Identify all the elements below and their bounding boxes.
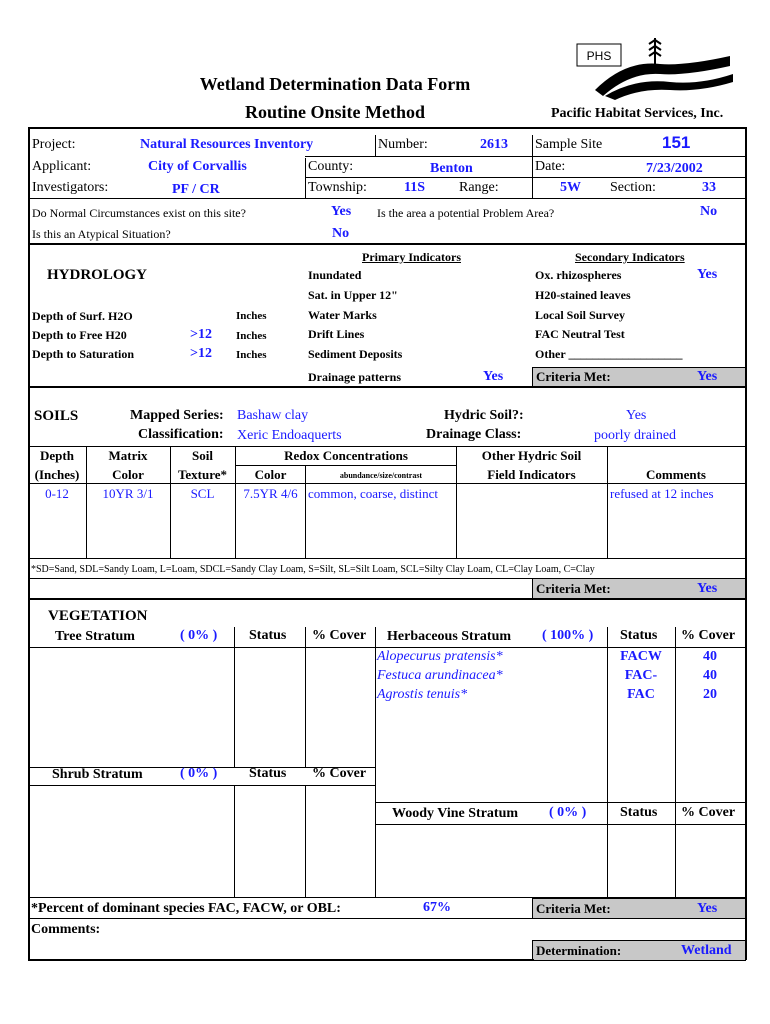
herb-status-label: Status: [620, 628, 658, 643]
secondary-ox-value: Yes: [697, 267, 718, 282]
range-value: 5W: [560, 180, 581, 195]
surf-h2o-unit: Inches: [236, 310, 267, 322]
col-redox: Redox Concentrations: [284, 448, 408, 463]
applicant-value: City of Corvallis: [148, 159, 247, 174]
primary-drift-lines: Drift Lines: [308, 327, 365, 341]
col-matrix-2: Color: [112, 467, 144, 482]
herb-cover-2: 40: [703, 668, 717, 683]
soil-texture-footnote: *SD=Sand, SDL=Sandy Loam, L=Loam, SDCL=Sandy Clay Loam, S=Silt, SL=Silt Loam, SCL=Silty Clay Loam, CL=Clay Loam, C=Clay: [31, 564, 595, 575]
date-value: 7/23/2002: [646, 161, 703, 176]
vegetation-criteria-value: Yes: [697, 901, 718, 916]
project-value: Natural Resources Inventory: [140, 137, 314, 152]
herb-status-1: FACW: [620, 649, 662, 664]
section-value: 33: [702, 180, 716, 195]
col-redox-abundance: abundance/size/contrast: [339, 471, 423, 480]
sample-site-value: 151: [662, 133, 691, 152]
soils-criteria-label: Criteria Met:: [536, 581, 611, 596]
soil-depth-value: 0-12: [45, 486, 69, 501]
secondary-stained: H20-stained leaves: [535, 288, 631, 302]
drainage-patterns-label: Drainage patterns: [308, 370, 401, 384]
woody-status-label: Status: [620, 805, 658, 820]
range-label: Range:: [459, 180, 499, 195]
shrub-stratum-label: Shrub Stratum: [52, 767, 143, 782]
hydrology-criteria-label: Criteria Met:: [536, 369, 611, 384]
woody-stratum-label: Woody Vine Stratum: [392, 806, 519, 821]
logo-text: PHS: [586, 49, 612, 63]
saturation-value: >12: [190, 346, 212, 361]
herb-species-3: Agrostis tenuis*: [377, 687, 468, 702]
investigators-value: PF / CR: [172, 182, 220, 197]
free-h2o-label: Depth to Free H20: [32, 328, 127, 342]
drainage-class-label: Drainage Class:: [426, 427, 522, 442]
secondary-soil-survey: Local Soil Survey: [535, 308, 626, 322]
col-soil-1: Soil: [192, 448, 213, 463]
herb-species-2: Festuca arundinacea*: [377, 668, 503, 683]
problem-area-question: Is the area a potential Problem Area?: [377, 206, 555, 220]
col-depth-2: (Inches): [34, 467, 80, 482]
col-soil-2: Texture*: [177, 467, 228, 482]
free-h2o-unit: Inches: [236, 330, 267, 342]
township-label: Township:: [308, 180, 367, 195]
herb-cover-1: 40: [703, 649, 717, 664]
classification-label: Classification:: [138, 427, 224, 442]
col-redox-color: Color: [254, 467, 287, 482]
number-label: Number:: [378, 137, 428, 152]
shrub-status-label: Status: [249, 766, 287, 781]
secondary-indicators-title: Secondary Indicators: [575, 250, 685, 264]
shrub-cover-label: % Cover: [312, 766, 367, 781]
redox-color-value: 7.5YR 4/6: [243, 486, 298, 501]
tree-cover-label: % Cover: [312, 628, 367, 643]
soils-criteria-value: Yes: [697, 581, 718, 596]
county-value: Benton: [430, 161, 473, 176]
company-name: Pacific Habitat Services, Inc.: [551, 106, 724, 121]
hydrology-title: HYDROLOGY: [47, 267, 148, 283]
township-value: 11S: [404, 180, 426, 195]
form-title: Wetland Determination Data Form: [199, 74, 471, 94]
soil-texture-value: SCL: [190, 486, 215, 501]
herb-stratum-pct: ( 100% ): [542, 628, 594, 643]
col-other-2: Field Indicators: [487, 467, 576, 482]
col-comments: Comments: [646, 467, 706, 482]
secondary-ox: Ox. rhizospheres: [535, 268, 622, 282]
secondary-fac-neutral: FAC Neutral Test: [535, 327, 625, 341]
saturation-unit: Inches: [236, 349, 267, 361]
soils-title: SOILS: [34, 408, 79, 424]
vegetation-title: VEGETATION: [48, 608, 148, 624]
classification-value: Xeric Endoaquerts: [237, 428, 342, 443]
surf-h2o-label: Depth of Surf. H2O: [32, 309, 133, 323]
col-matrix-1: Matrix: [108, 448, 148, 463]
percent-dominant-value: 67%: [423, 900, 451, 915]
project-label: Project:: [32, 137, 76, 152]
herb-status-3: FAC: [627, 687, 655, 702]
section-label: Section:: [610, 180, 656, 195]
herb-cover-label: % Cover: [681, 628, 736, 643]
drainage-class-value: poorly drained: [594, 428, 677, 443]
primary-saturated: Sat. in Upper 12": [308, 288, 398, 302]
atypical-answer: No: [332, 226, 350, 241]
normal-circumstances-question: Do Normal Circumstances exist on this site?: [32, 206, 246, 220]
comments-label: Comments:: [31, 922, 101, 937]
saturation-label: Depth to Saturation: [32, 347, 135, 361]
county-label: County:: [308, 159, 354, 174]
determination-value: Wetland: [681, 943, 732, 958]
herb-status-2: FAC-: [624, 668, 658, 683]
primary-indicators-title: Primary Indicators: [362, 250, 461, 264]
woody-cover-label: % Cover: [681, 805, 736, 820]
herb-species-1: Alopecurus pratensis*: [377, 649, 503, 664]
woody-stratum-pct: ( 0% ): [549, 805, 587, 820]
soil-comments-value: refused at 12 inches: [610, 486, 714, 501]
number-value: 2613: [480, 137, 508, 152]
sample-site-label: Sample Site: [535, 137, 603, 152]
shrub-stratum-pct: ( 0% ): [180, 766, 218, 781]
mapped-series-value: Bashaw clay: [237, 408, 309, 423]
primary-water-marks: Water Marks: [308, 308, 377, 322]
mapped-series-label: Mapped Series:: [130, 408, 224, 423]
date-label: Date:: [535, 159, 566, 174]
tree-stratum-label: Tree Stratum: [55, 629, 135, 644]
free-h2o-value: >12: [190, 327, 212, 342]
hydric-soil-value: Yes: [626, 408, 647, 423]
herb-cover-3: 20: [703, 687, 717, 702]
tree-status-label: Status: [249, 628, 287, 643]
determination-label: Determination:: [536, 943, 622, 958]
atypical-question: Is this an Atypical Situation?: [32, 227, 171, 241]
soil-matrix-value: 10YR 3/1: [102, 486, 154, 501]
phs-logo: [575, 30, 735, 100]
applicant-label: Applicant:: [32, 159, 92, 174]
problem-area-answer: No: [700, 204, 718, 219]
redox-abundance-value: common, coarse, distinct: [308, 486, 438, 501]
drainage-patterns-value: Yes: [483, 369, 504, 384]
hydric-soil-label: Hydric Soil?:: [444, 408, 524, 423]
col-other-1: Other Hydric Soil: [481, 448, 582, 463]
primary-sediment: Sediment Deposits: [308, 347, 403, 361]
investigators-label: Investigators:: [32, 180, 109, 195]
secondary-other: Other ___________________: [535, 347, 683, 361]
herb-stratum-label: Herbaceous Stratum: [387, 629, 512, 644]
vegetation-criteria-label: Criteria Met:: [536, 901, 611, 916]
primary-inundated: Inundated: [308, 268, 362, 282]
col-depth-1: Depth: [40, 448, 74, 463]
hydrology-criteria-value: Yes: [697, 369, 718, 384]
percent-dominant-label: *Percent of dominant species FAC, FACW, or OBL:: [31, 901, 341, 916]
normal-circumstances-answer: Yes: [331, 204, 352, 219]
tree-stratum-pct: ( 0% ): [180, 628, 218, 643]
form-subtitle: Routine Onsite Method: [245, 102, 425, 122]
